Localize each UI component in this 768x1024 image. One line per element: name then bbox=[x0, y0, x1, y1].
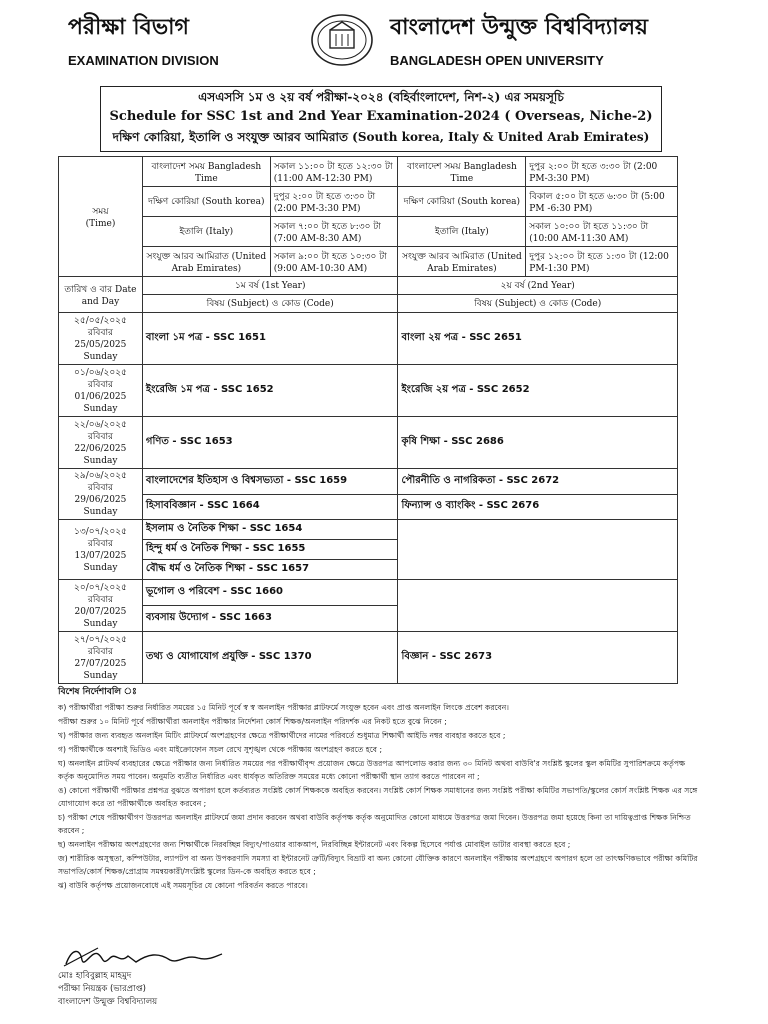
year-header-row bbox=[59, 277, 678, 295]
subject-cell: হিন্দু ধর্ম ও নৈতিক শিক্ষা - SSC 1655 bbox=[142, 540, 398, 560]
zone-cell: ইতালি (Italy) bbox=[142, 217, 270, 247]
subject-cell: গণিত - SSC 1653 bbox=[142, 417, 398, 469]
handwritten-signature bbox=[58, 944, 228, 970]
time-label-cell bbox=[59, 157, 143, 277]
table-row bbox=[59, 580, 678, 606]
signatory-designation: পরীক্ষা নিয়ন্ত্রক (ভারপ্রাপ্ত) bbox=[58, 984, 146, 994]
table-row bbox=[59, 494, 678, 520]
zone-cell: দক্ষিণ কোরিয়া (South korea) bbox=[142, 187, 270, 217]
zone-cell: বাংলাদেশ সময় Bangladesh Time bbox=[142, 157, 270, 187]
instructions-heading: বিশেষ নির্দেশাবলি ঃ bbox=[58, 687, 137, 697]
date-cell: ০১/০৬/২০২৫ রবিবার 01/06/2025 Sunday bbox=[59, 365, 143, 417]
instruction-item: ছ) অনলাইন পরীক্ষায় অংশগ্রহণের জন্য শিক্ষার্থীকে নিরবচ্ছিন্ন বিদ্যুৎ/পাওয়ার ব্যাকআপ, নিরবিচ্ছিন্ন ইন্টারনেট এবং বিকল্প হিসেবে পর্যাপ্ত মোবাইল ডাটার ব্যবস্থা করতে হবে ; bbox=[58, 840, 571, 849]
title-line-countries: দক্ষিণ কোরিয়া, ইতালি ও সংযুক্ত আরব আমিরাত (South korea, Italy & United Arab Emirates) bbox=[112, 130, 650, 144]
subject-header-row bbox=[59, 295, 678, 313]
table-row bbox=[59, 469, 678, 495]
time-label-en: (Time) bbox=[85, 219, 116, 229]
zone-cell: ইতালি (Italy) bbox=[398, 217, 526, 247]
instruction-item: গ) পরীক্ষার্থীকে অবশ্যই ভিডিও এবং মাইক্রোফোন সচল রেখে সুশৃঙ্খল থেকে পরীক্ষায় অংশগ্রহণ করতে হবে ; bbox=[58, 745, 383, 754]
subject-cell: বৌদ্ধ ধর্ম ও নৈতিক শিক্ষা - SSC 1657 bbox=[142, 560, 398, 580]
subject-cell: বাংলাদেশের ইতিহাস ও বিশ্বসভ্যতা - SSC 1659 bbox=[142, 469, 398, 495]
date-cell: ২০/০৭/২০২৫ রবিবার 20/07/2025 Sunday bbox=[59, 580, 143, 632]
division-name-en: EXAMINATION DIVISION bbox=[68, 53, 219, 68]
time-row bbox=[59, 187, 678, 217]
year2-header: ২য় বর্ষ (2nd Year) bbox=[398, 277, 678, 295]
university-logo bbox=[308, 12, 376, 68]
subject-cell: ইসলাম ও নৈতিক শিক্ষা - SSC 1654 bbox=[142, 520, 398, 540]
subject-cell: বাংলা ২য় পত্র - SSC 2651 bbox=[398, 313, 678, 365]
zone-cell: দক্ষিণ কোরিয়া (South korea) bbox=[398, 187, 526, 217]
time-cell: দুপুর ২:০০ টা হতে ৩:৩০ টা (2:00 PM-3:30 PM) bbox=[270, 187, 398, 217]
empty-cell bbox=[398, 520, 678, 580]
subject-cell: ইংরেজি ২য় পত্র - SSC 2652 bbox=[398, 365, 678, 417]
header-right bbox=[390, 10, 648, 68]
table-row bbox=[59, 313, 678, 365]
date-cell: ২৯/০৬/২০২৫ রবিবার 29/06/2025 Sunday bbox=[59, 469, 143, 520]
schedule-title-box bbox=[100, 86, 662, 152]
header-left bbox=[68, 10, 219, 68]
time-cell: সকাল ৭:০০ টা হতে ৮:৩০ টা (7:00 AM-8:30 AM) bbox=[270, 217, 398, 247]
instruction-item: ঝ) বাউবি কর্তৃপক্ষ প্রয়োজনবোধে এই সময়সূচির যে কোনো পরিবর্তন করতে পারবে। bbox=[58, 881, 308, 890]
schedule-table bbox=[58, 156, 678, 684]
university-name-en: BANGLADESH OPEN UNIVERSITY bbox=[389, 53, 604, 68]
zone-cell: সংযুক্ত আরব আমিরাত (United Arab Emirates) bbox=[398, 247, 526, 277]
subject-cell: তথ্য ও যোগাযোগ প্রযুক্তি - SSC 1370 bbox=[142, 632, 398, 684]
table-row bbox=[59, 520, 678, 540]
table-row bbox=[59, 632, 678, 684]
date-cell: ২৫/০৫/২০২৫ রবিবার 25/05/2025 Sunday bbox=[59, 313, 143, 365]
time-cell: বিকাল ৫:০০ টা হতে ৬:৩০ টা (5:00 PM -6:30 PM) bbox=[526, 187, 678, 217]
table-row bbox=[59, 417, 678, 469]
zone-cell: বাংলাদেশ সময় Bangladesh Time bbox=[398, 157, 526, 187]
university-name-bn: বাংলাদেশ উন্মুক্ত বিশ্ববিদ্যালয় bbox=[389, 15, 648, 40]
instruction-item: ঘ) অনলাইন প্লাটফর্ম ব্যবহারের ক্ষেত্রে পরীক্ষার জন্য নির্ধারিত সময়ের পর পরীক্ষার্থীবৃন্দ প্রয়োজন ক্ষেত্রে উত্তরপত্র আপলোড করার জন্য ৩০ মিনিট অথবা বাউবি'র সংশ্লিষ্ট স্কুলের স্কুল কমিটির সুপারিশক্রমে কর্তৃপক্ষ কর্তৃক অনুমোদিত সময় পাবেন। অনুমতি ব্যতীত নির্ধারিত এবং ধার্যকৃত অতিরিক্ত সময়ের মধ্যে কোনো পরীক্ষার্থী স্থান ত্যাগ করতে পারবেন না ; bbox=[58, 759, 686, 781]
year1-header: ১ম বর্ষ (1st Year) bbox=[142, 277, 398, 295]
instruction-item: ক) পরীক্ষার্থীরা পরীক্ষা শুরুর নির্ধারিত সময়ের ১৫ মিনিট পূর্বে স্ব স্ব অনলাইন পরীক্ষার প্লাটফর্মে সংযুক্ত হবেন এবং প্রাপ্ত অনলাইন লিংকে প্রবেশ করবেন। bbox=[58, 703, 510, 712]
subject-cell: ব্যবসায় উদ্যোগ - SSC 1663 bbox=[142, 606, 398, 632]
subject-cell: বাংলা ১ম পত্র - SSC 1651 bbox=[142, 313, 398, 365]
title-line-en: Schedule for SSC 1st and 2nd Year Examination-2024 ( Overseas, Niche-2) bbox=[109, 109, 653, 124]
date-day-header: তারিখ ও বার Date and Day bbox=[59, 277, 143, 313]
title-line-bn: এসএসসি ১ম ও ২য় বর্ষ পরীক্ষা-২০২৪ (বহির্বাংলাদেশ, নিশ-২) এর সময়সূচি bbox=[198, 90, 564, 104]
instruction-item: পরীক্ষা শুরুর ১০ মিনিট পূর্বে পরীক্ষার্থীরা অনলাইন পরীক্ষার নির্দেশনা কোর্স শিক্ষক/অনলাইন পরিদর্শক এর নিকট হতে বুঝে নিবেন ; bbox=[58, 717, 447, 726]
subject-cell: ফিন্যান্স ও ব্যাংকিং - SSC 2676 bbox=[398, 494, 678, 520]
subject-cell: ভূগোল ও পরিবেশ - SSC 1660 bbox=[142, 580, 398, 606]
instruction-item: খ) পরীক্ষার জন্য ব্যবহৃত অনলাইন মিটিং প্লাটফর্মে অংশগ্রহণের ক্ষেত্রে পরীক্ষার্থীদের নামের পরিবর্তে শুধুমাত্র শিক্ষার্থী আইডি নম্বর ব্যবহার করতে হবে ; bbox=[58, 731, 506, 740]
subject-cell: বিজ্ঞান - SSC 2673 bbox=[398, 632, 678, 684]
date-cell: ২২/০৬/২০২৫ রবিবার 22/06/2025 Sunday bbox=[59, 417, 143, 469]
table-row bbox=[59, 365, 678, 417]
date-cell: ১৩/০৭/২০২৫ রবিবার 13/07/2025 Sunday bbox=[59, 520, 143, 580]
subject-cell: হিসাববিজ্ঞান - SSC 1664 bbox=[142, 494, 398, 520]
subject-code-header-1: বিষয় (Subject) ও কোড (Code) bbox=[142, 295, 398, 313]
time-cell: সকাল ১০:০০ টা হতে ১১:৩০ টা (10:00 AM-11:30 AM) bbox=[526, 217, 678, 247]
time-cell: দুপুর ১২:০০ টা হতে ১:৩০ টা (12:00 PM-1:30 PM) bbox=[526, 247, 678, 277]
signatory-org: বাংলাদেশ উন্মুক্ত বিশ্ববিদ্যালয় bbox=[58, 997, 158, 1007]
subject-cell: ইংরেজি ১ম পত্র - SSC 1652 bbox=[142, 365, 398, 417]
time-row bbox=[59, 217, 678, 247]
time-cell: সকাল ৯:০০ টা হতে ১০:৩০ টা (9:00 AM-10:30 AM) bbox=[270, 247, 398, 277]
time-label-bn: সময় bbox=[92, 207, 109, 217]
subject-code-header-2: বিষয় (Subject) ও কোড (Code) bbox=[398, 295, 678, 313]
time-row bbox=[59, 157, 678, 187]
time-cell: দুপুর ২:০০ টা হতে ৩:৩০ টা (2:00 PM-3:30 PM) bbox=[526, 157, 678, 187]
subject-cell: পৌরনীতি ও নাগরিকতা - SSC 2672 bbox=[398, 469, 678, 495]
instruction-item: ঙ) কোনো পরীক্ষার্থী পরীক্ষার প্রশ্নপত্র বুঝতে অপারগ হলে কর্তব্যরত সংশ্লিষ্ট কোর্স শিক্ষককে অবহিত করবেন। সংশ্লিষ্ট কোর্স শিক্ষক সমাধানের জন্য সংশ্লিষ্ট পরীক্ষা কমিটির সভাপতি/স্কুলের কোর্স সংশ্লিষ্ট শিক্ষক এর সঙ্গে যোগাযোগ করে তা পরীক্ষার্থীকে অবহিত করবেন ; bbox=[58, 786, 698, 808]
time-row bbox=[59, 247, 678, 277]
signature-block bbox=[58, 944, 228, 1009]
time-cell: সকাল ১১:০০ টা হতে ১২:৩০ টা (11:00 AM-12:30 PM) bbox=[270, 157, 398, 187]
signatory-name: মোঃ হাবিবুল্লাহ মাহমুদ bbox=[58, 971, 132, 981]
instruction-item: চ) পরীক্ষা শেষে পরীক্ষার্থীগণ উত্তরপত্র অনলাইন প্লাটফর্মে জমা প্রদান করবেন অথবা বাউবি কর্তৃপক্ষ কর্তৃক অনুমোদিত কোনো মাধ্যমে উত্তরপত্র জমা দিবেন। উত্তরপত্র জমা হয়েছে কিনা তা দায়িত্বপ্রাপ্ত শিক্ষক নিশ্চিত করবেন ; bbox=[58, 813, 691, 835]
instruction-item: জ) শারীরিক অসুস্থতা, কম্পিউটার, ল্যাপটপ বা অন্য উপকরণাদি সমস্যা বা ইন্টারনেট ত্রুটি/বিদ্যুৎ বিভ্রাট বা অন্য কোনো যৌক্তিক কারণে অনলাইন পরীক্ষায় অংশগ্রহণে অপারগ হলে তা তাৎক্ষণিকভাবে পরীক্ষা কমিটির সভাপতি/কোর্স শিক্ষক/প্রোগ্রাম সমন্বয়কারী/সংশ্লিষ্ট স্কুলের ডিন-কে অবহিত করতে হবে ; bbox=[58, 854, 698, 876]
instructions bbox=[58, 686, 698, 893]
subject-cell: কৃষি শিক্ষা - SSC 2686 bbox=[398, 417, 678, 469]
date-cell: ২৭/০৭/২০২৫ রবিবার 27/07/2025 Sunday bbox=[59, 632, 143, 684]
division-name-bn: পরীক্ষা বিভাগ bbox=[68, 15, 189, 40]
zone-cell: সংযুক্ত আরব আমিরাত (United Arab Emirates) bbox=[142, 247, 270, 277]
empty-cell bbox=[398, 580, 678, 632]
